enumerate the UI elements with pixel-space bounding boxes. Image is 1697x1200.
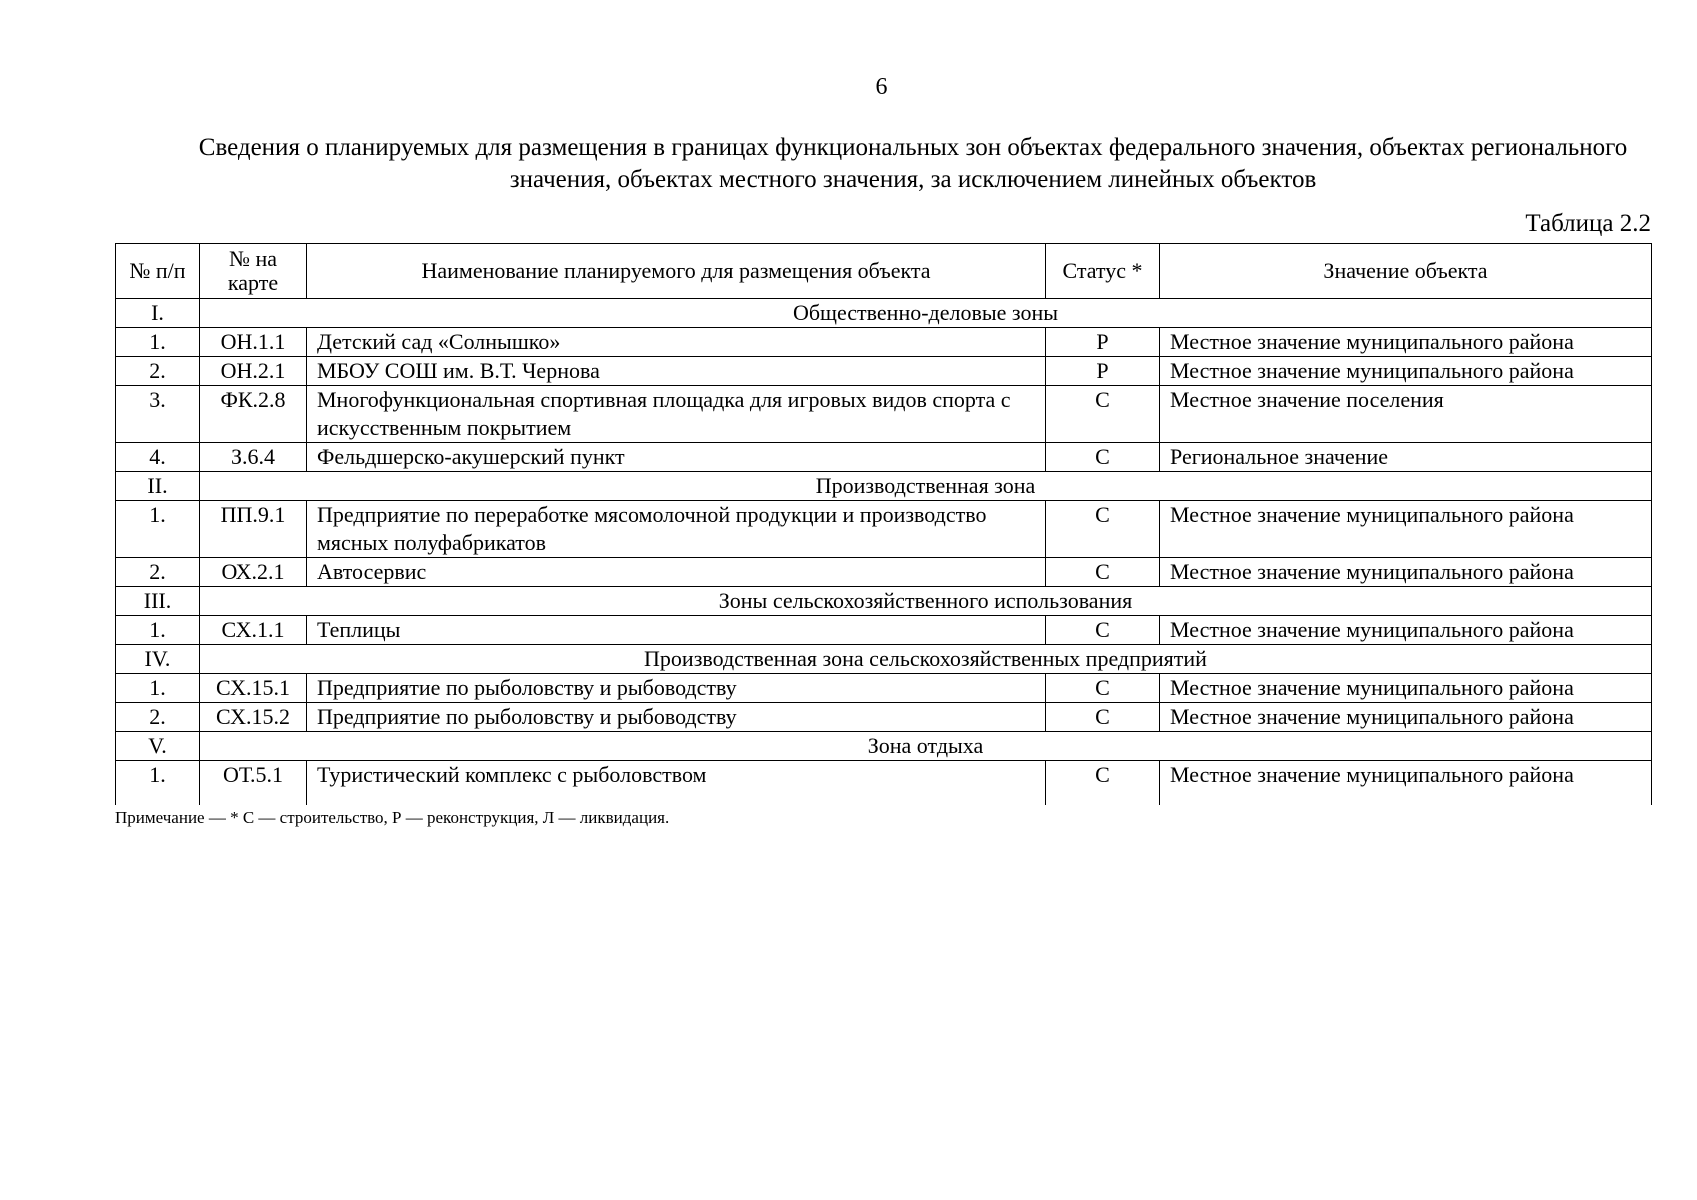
section-row	[116, 299, 1652, 328]
object-status: С	[1046, 674, 1160, 703]
table-row	[116, 703, 1652, 732]
object-name: Детский сад «Солнышко»	[307, 328, 1046, 357]
page-number: 6	[875, 74, 888, 100]
map-code: СХ.15.1	[200, 674, 307, 703]
table-row	[116, 674, 1652, 703]
object-status: Р	[1046, 357, 1160, 386]
header-cell: Наименование планируемого для размещения объекта	[307, 244, 1046, 299]
section-row	[116, 645, 1652, 674]
map-code: ОТ.5.1	[200, 761, 307, 806]
object-status: С	[1046, 501, 1160, 558]
object-significance: Местное значение поселения	[1160, 386, 1652, 443]
table-header-row	[116, 244, 1652, 299]
object-status: С	[1046, 761, 1160, 806]
row-number: 1.	[116, 616, 200, 645]
section-number: V.	[116, 732, 200, 761]
row-number: 2.	[116, 703, 200, 732]
map-code: ПП.9.1	[200, 501, 307, 558]
header-cell: Статус *	[1046, 244, 1160, 299]
map-code: СХ.1.1	[200, 616, 307, 645]
row-number: 1.	[116, 328, 200, 357]
object-status: С	[1046, 386, 1160, 443]
section-row	[116, 732, 1652, 761]
row-number: 1.	[116, 761, 200, 806]
row-number: 1.	[116, 501, 200, 558]
map-code: СХ.15.2	[200, 703, 307, 732]
table-row	[116, 501, 1652, 558]
row-number: 3.	[116, 386, 200, 443]
object-name: Фельдшерско-акушерский пункт	[307, 443, 1046, 472]
document-title: Сведения о планируемых для размещения в границах функциональных зон объектах федерального значения, объектах регионального значения, объектах местного значения, за исключением линейных объектов	[198, 134, 1628, 193]
section-row	[116, 587, 1652, 616]
object-significance: Местное значение муниципального района	[1160, 674, 1652, 703]
map-code: ОХ.2.1	[200, 558, 307, 587]
section-number: IV.	[116, 645, 200, 674]
map-code: З.6.4	[200, 443, 307, 472]
object-name: Автосервис	[307, 558, 1046, 587]
map-code: ФК.2.8	[200, 386, 307, 443]
table-row	[116, 616, 1652, 645]
object-status: С	[1046, 616, 1160, 645]
header-cell: № п/п	[116, 244, 200, 299]
object-name: Предприятие по рыболовству и рыбоводству	[307, 703, 1046, 732]
object-significance: Местное значение муниципального района	[1160, 761, 1652, 806]
section-title: Общественно-деловые зоны	[200, 299, 1652, 328]
section-title: Зона отдыха	[200, 732, 1652, 761]
object-status: Р	[1046, 328, 1160, 357]
object-name: Туристический комплекс с рыболовством	[307, 761, 1046, 806]
object-name: Теплицы	[307, 616, 1046, 645]
section-row	[116, 472, 1652, 501]
object-status: С	[1046, 558, 1160, 587]
section-title: Производственная зона	[200, 472, 1652, 501]
row-number: 2.	[116, 558, 200, 587]
object-status: С	[1046, 443, 1160, 472]
section-number: III.	[116, 587, 200, 616]
header-cell: Значение объекта	[1160, 244, 1652, 299]
objects-table	[115, 243, 1652, 805]
row-number: 2.	[116, 357, 200, 386]
section-title: Зоны сельскохозяйственного использования	[200, 587, 1652, 616]
table-row	[116, 328, 1652, 357]
object-name: Предприятие по рыболовству и рыбоводству	[307, 674, 1046, 703]
object-significance: Местное значение муниципального района	[1160, 328, 1652, 357]
object-name: Многофункциональная спортивная площадка для игровых видов спорта с искусственным покрытием	[307, 386, 1046, 443]
object-significance: Местное значение муниципального района	[1160, 616, 1652, 645]
table-note: Примечание — * С — строительство, Р — реконструкция, Л — ликвидация.	[115, 808, 670, 827]
row-number: 4.	[116, 443, 200, 472]
table-row	[116, 443, 1652, 472]
section-number: II.	[116, 472, 200, 501]
map-code: ОН.1.1	[200, 328, 307, 357]
table-row	[116, 761, 1652, 806]
object-status: С	[1046, 703, 1160, 732]
header-cell: № на карте	[200, 244, 307, 299]
table-body	[116, 299, 1652, 806]
section-title: Производственная зона сельскохозяйственных предприятий	[200, 645, 1652, 674]
table-row	[116, 386, 1652, 443]
object-name: МБОУ СОШ им. В.Т. Чернова	[307, 357, 1046, 386]
object-significance: Местное значение муниципального района	[1160, 703, 1652, 732]
object-significance: Местное значение муниципального района	[1160, 558, 1652, 587]
row-number: 1.	[116, 674, 200, 703]
object-significance: Региональное значение	[1160, 443, 1652, 472]
table-row	[116, 558, 1652, 587]
section-number: I.	[116, 299, 200, 328]
table-row	[116, 357, 1652, 386]
object-significance: Местное значение муниципального района	[1160, 501, 1652, 558]
object-name: Предприятие по переработке мясомолочной продукции и производство мясных полуфабрикатов	[307, 501, 1046, 558]
object-significance: Местное значение муниципального района	[1160, 357, 1652, 386]
table-label: Таблица 2.2	[1525, 210, 1651, 237]
map-code: ОН.2.1	[200, 357, 307, 386]
